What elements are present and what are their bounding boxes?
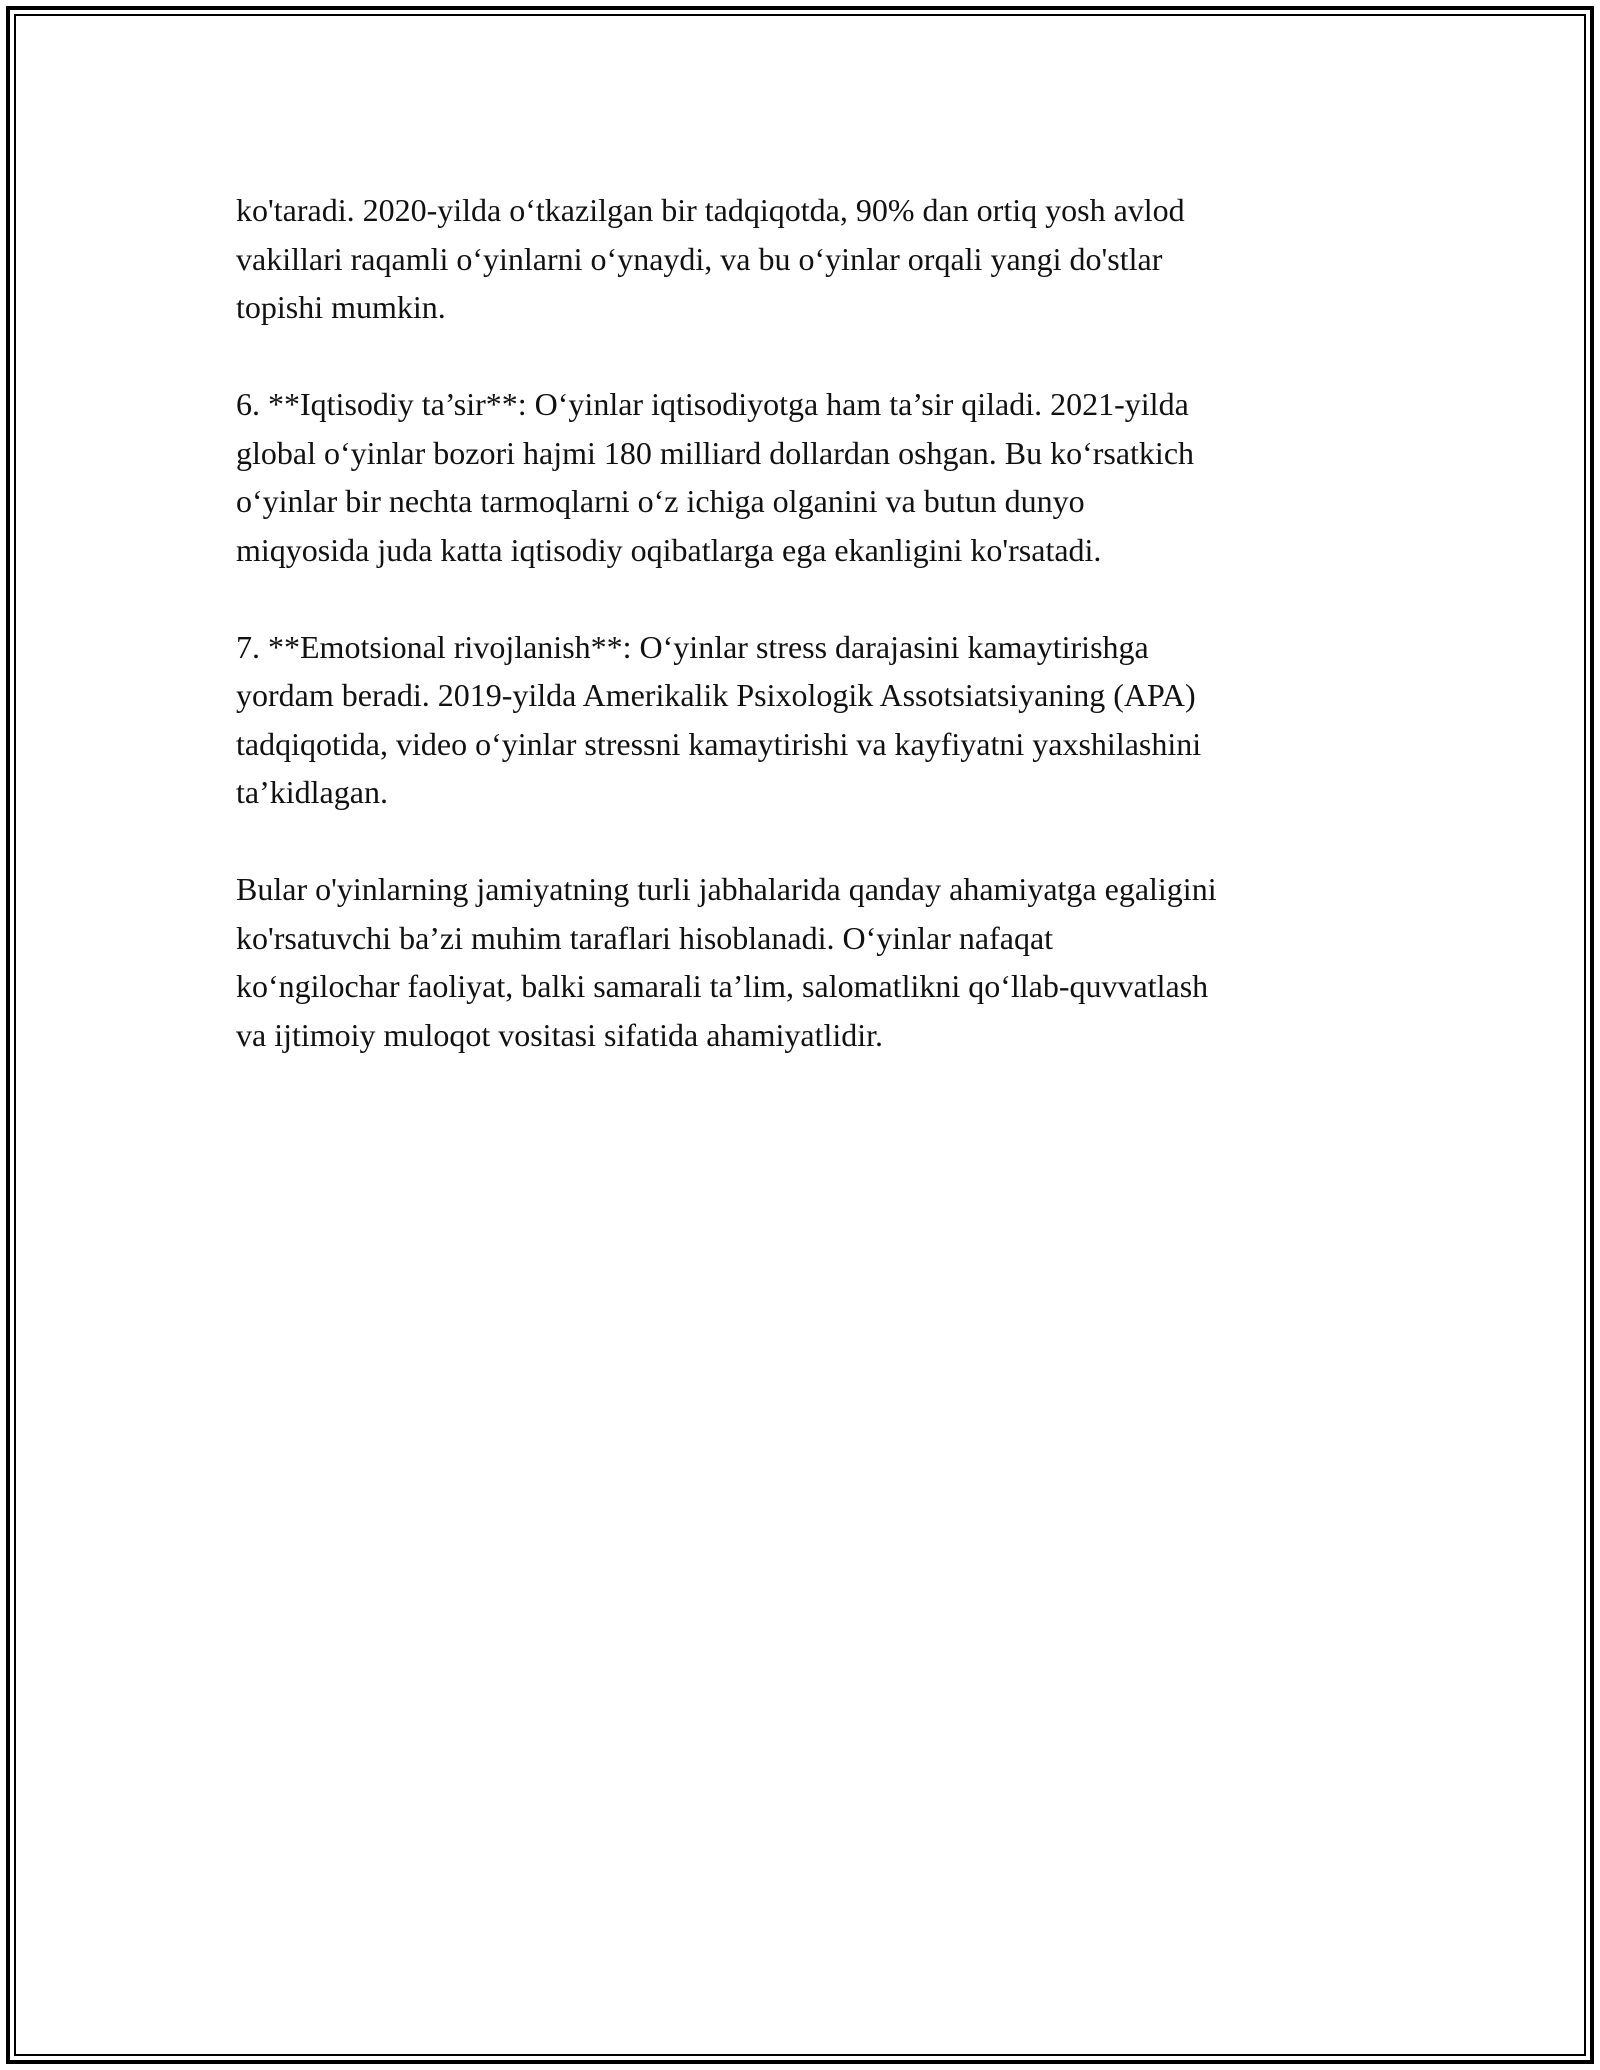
text-line: miqyosida juda katta iqtisodiy oqibatlarga ega ekanligini ko'rsatadi. xyxy=(236,531,1102,568)
text-line: ko‘ngilochar faoliyat, balki samarali ta’lim, salomatlikni qo‘llab-quvvatlash xyxy=(236,968,1209,1004)
text-line: 7. **Emotsional rivojlanish**: O‘yinlar stress darajasini kamaytirishga xyxy=(236,628,1149,665)
text-line: tadqiqotida, video o‘yinlar stressni kamaytirishi va kayfiyatni yaxshilashini xyxy=(236,725,1202,762)
text-line: yordam beradi. 2019-yilda Amerikalik Psixologik Assotsiatsiyaning (APA) xyxy=(236,677,1196,713)
text-line: Bular o'yinlarning jamiyatning turli jabhalarida qanday ahamiyatga egaligini xyxy=(236,871,1217,907)
paragraph-social-continuation xyxy=(236,186,1396,332)
text-line: ta’kidlagan. xyxy=(236,774,388,810)
text-line: 6. **Iqtisodiy ta’sir**: O‘yinlar iqtisodiyotga ham ta’sir qiladi. 2021-yilda xyxy=(236,386,1189,422)
document-body xyxy=(236,186,1396,1108)
text-line: global o‘yinlar bozori hajmi 180 milliard dollardan oshgan. Bu ko‘rsatkich xyxy=(236,434,1195,471)
paragraph-conclusion xyxy=(236,865,1396,1059)
text-line: vakillari raqamli o‘yinlarni o‘ynaydi, va bu o‘yinlar orqali yangi do'stlar xyxy=(236,240,1163,277)
text-line: ko'taradi. 2020-yilda o‘tkazilgan bir tadqiqotda, 90% dan ortiq yosh avlod xyxy=(236,192,1185,228)
paragraph-emotional-development xyxy=(236,623,1396,817)
paragraph-economic-impact xyxy=(236,380,1396,574)
text-line: ko'rsatuvchi ba’zi muhim taraflari hisoblanadi. O‘yinlar nafaqat xyxy=(236,919,1054,956)
text-line: o‘yinlar bir nechta tarmoqlarni o‘z ichiga olganini va butun dunyo xyxy=(236,483,1085,519)
text-line: va ijtimoiy muloqot vositasi sifatida ahamiyatlidir. xyxy=(236,1016,884,1053)
text-line: topishi mumkin. xyxy=(236,289,446,325)
